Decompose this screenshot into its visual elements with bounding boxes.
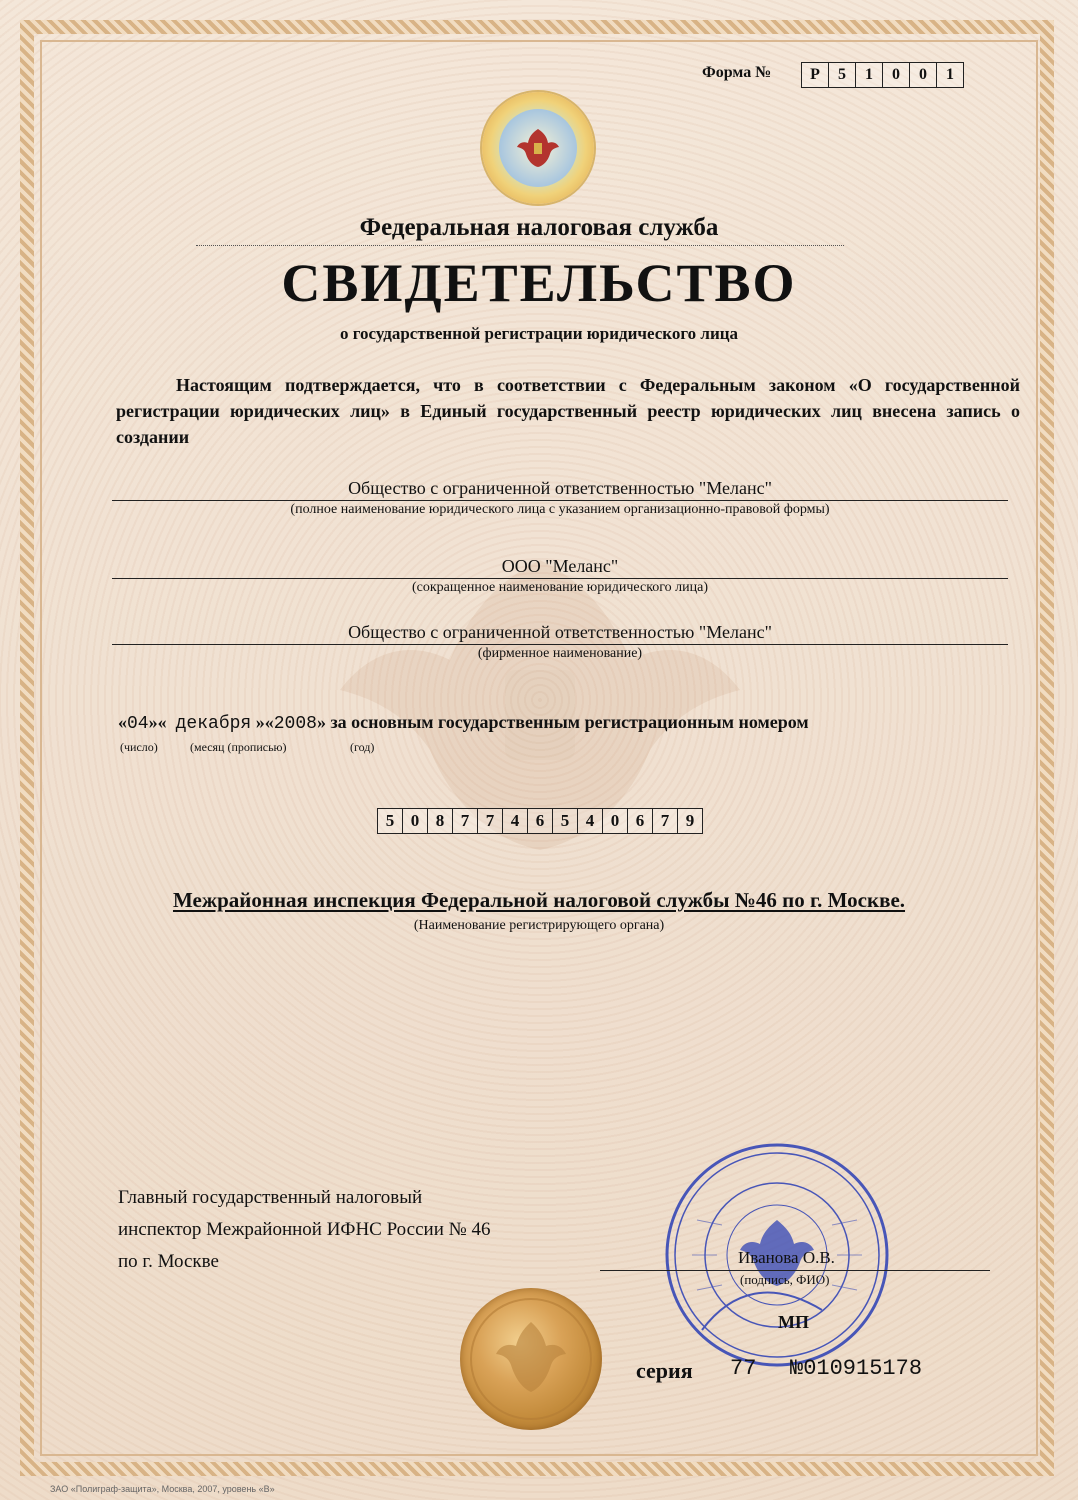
official-title	[118, 1182, 491, 1278]
registering-authority-caption: (Наименование регистрирующего органа)	[413, 918, 665, 933]
ogrn-cell: 4	[502, 808, 528, 834]
form-number-cell: 5	[828, 62, 856, 88]
registration-date-row: «04»« декабря »«2008» за основным государственным регистрационным номером	[118, 712, 809, 734]
form-number-cell: 0	[882, 62, 910, 88]
date-day: 04	[127, 714, 149, 734]
short-name-caption: (сокращенное наименование юридического лица)	[411, 580, 709, 595]
agency-title: Федеральная налоговая служба	[359, 214, 719, 241]
official-line: по г. Москве	[118, 1251, 219, 1272]
signature-name: Иванова О.В.	[738, 1248, 835, 1267]
ogrn-cell: 0	[602, 808, 628, 834]
date-month: декабря	[175, 714, 252, 734]
short-name-value: ООО "Меланс"	[501, 556, 619, 576]
agency-divider	[196, 245, 844, 246]
signature-line	[600, 1270, 990, 1271]
form-number-cell: Р	[801, 62, 829, 88]
document-subtitle: о государственной регистрации юридического лица	[339, 324, 739, 343]
date-suffix: за основным государственным регистрационным номером	[330, 712, 809, 732]
stamp-place-label: МП	[778, 1312, 809, 1332]
date-year: 2008	[273, 714, 317, 734]
ogrn-cell: 5	[552, 808, 578, 834]
full-name-value: Общество с ограниченной ответственностью "Меланс"	[348, 478, 772, 498]
ogrn-boxes	[378, 808, 703, 834]
series-label: серия	[636, 1358, 693, 1383]
full-name-caption: (полное наименование юридического лица с указанием организационно-правовой формы)	[290, 502, 830, 517]
ogrn-cell: 7	[477, 808, 503, 834]
year-caption: (год)	[350, 740, 375, 754]
form-number-boxes	[802, 62, 964, 88]
official-line: Главный государственный налоговый	[118, 1187, 423, 1208]
month-caption: (месяц (прописью)	[190, 740, 287, 754]
gold-seal-icon	[460, 1288, 602, 1430]
hologram-icon	[482, 92, 594, 204]
day-caption: (число)	[120, 740, 158, 754]
signature-caption: (подпись, ФИО)	[740, 1272, 830, 1287]
ogrn-cell: 6	[527, 808, 553, 834]
ogrn-cell: 8	[427, 808, 453, 834]
brand-name-value: Общество с ограниченной ответственностью "Меланс"	[348, 622, 772, 642]
document-title: СВИДЕТЕЛЬСТВО	[281, 253, 797, 313]
intro-text: Настоящим подтверждается, что в соответствии с Федеральным законом «О государственной регистрации юридических лиц» в Единый государственный реестр юридических лиц внесена запись о создании	[116, 375, 1020, 447]
series-value: 77	[730, 1356, 757, 1381]
official-line: инспектор Межрайонной ИФНС России № 46	[118, 1219, 491, 1240]
series-number: №010915178	[790, 1356, 923, 1381]
form-number-cell: 1	[855, 62, 883, 88]
ogrn-cell: 9	[677, 808, 703, 834]
ogrn-cell: 7	[652, 808, 678, 834]
ogrn-cell: 0	[402, 808, 428, 834]
ogrn-cell: 4	[577, 808, 603, 834]
registering-authority: Межрайонная инспекция Федеральной налоговой службы №46 по г. Москве.	[172, 888, 906, 912]
brand-name-caption: (фирменное наименование)	[477, 646, 643, 661]
ogrn-cell: 6	[627, 808, 653, 834]
ogrn-cell: 7	[452, 808, 478, 834]
short-name-line	[112, 578, 1008, 579]
full-name-line	[112, 500, 1008, 501]
form-number-label: Форма №	[702, 64, 772, 81]
brand-name-line	[112, 644, 1008, 645]
printer-footer: ЗАО «Полиграф-защита», Москва, 2007, уровень «В»	[50, 1484, 275, 1494]
form-number-cell: 1	[936, 62, 964, 88]
form-number-cell: 0	[909, 62, 937, 88]
ogrn-cell: 5	[377, 808, 403, 834]
intro-paragraph	[116, 372, 1020, 450]
